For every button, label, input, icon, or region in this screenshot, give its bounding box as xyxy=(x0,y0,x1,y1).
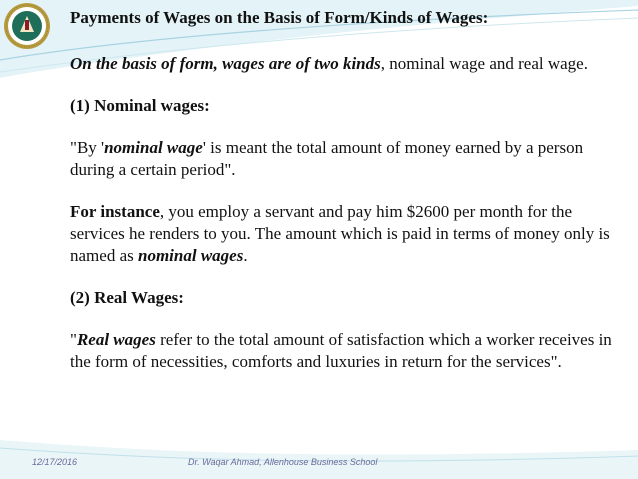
section1-example-term: nominal wages xyxy=(137,246,244,265)
section2-heading: (2) Real Wages: xyxy=(70,288,184,307)
slide-title: Payments of Wages on the Basis of Form/Kinds of Wages: xyxy=(70,8,489,27)
section1-def-rest: ' is meant the total amount of money earned by a person during a certain period". xyxy=(70,138,584,179)
section1-example xyxy=(70,201,626,267)
section1-example-end: . xyxy=(243,246,248,265)
footer-date: 12/17/2016 xyxy=(32,457,78,467)
section2-def-rest: refer to the total amount of satisfaction which a worker receives in the form of necessities, comforts and luxuries in return for the services". xyxy=(70,330,612,371)
footer-author: Dr. Waqar Ahmad, Allenhouse Business School xyxy=(188,457,378,467)
section1-example-rest: , you employ a servant and pay him $2600 per month for the services he renders to you. The amount which is paid in terms of money only is named as xyxy=(70,202,610,265)
section1-heading: (1) Nominal wages: xyxy=(70,96,210,115)
section1-example-lead: For instance xyxy=(70,202,160,221)
intro-rest: , nominal wage and real wage. xyxy=(380,54,588,73)
section1-def-open: "By ' xyxy=(70,138,105,157)
slide-body xyxy=(70,53,626,393)
section2-def-open: " xyxy=(70,330,77,349)
section1-def-term: nominal wage xyxy=(104,138,203,157)
section2-def-term: Real wages xyxy=(76,330,156,349)
intro-lead: On the basis of form, wages are of two kinds xyxy=(70,54,381,73)
section2-definition xyxy=(70,329,626,373)
school-logo xyxy=(3,2,51,50)
intro-paragraph xyxy=(70,53,626,75)
section1-definition xyxy=(70,137,626,181)
